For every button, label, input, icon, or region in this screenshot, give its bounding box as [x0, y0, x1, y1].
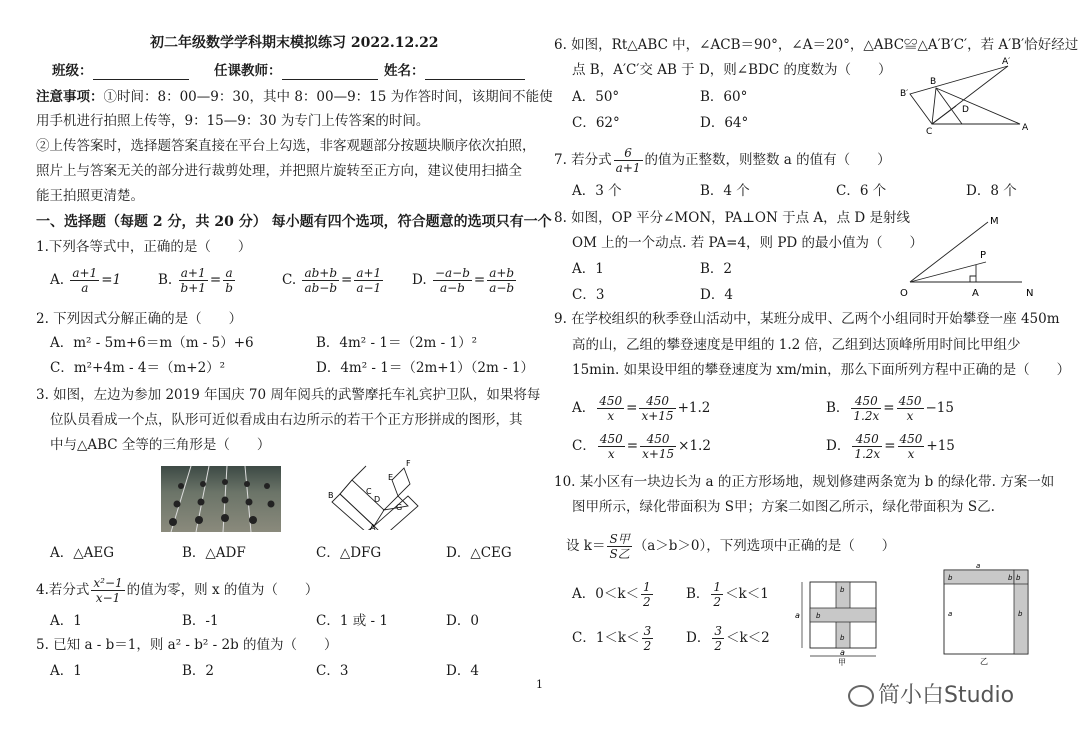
q5-stem: 5. 已知 a - b＝1，则 a² - b² - 2b 的值为（ ）	[36, 637, 338, 653]
svg-text:乙: 乙	[980, 657, 988, 666]
q7-option-a[interactable]: A．3 个	[572, 183, 622, 199]
q3-option-b[interactable]: B．△ADF	[182, 545, 246, 561]
notes-label: 注意事项：	[36, 89, 104, 105]
teacher-field	[214, 62, 378, 80]
q6-line-2: 点 B，A′C′交 AB 于 D，则∠BDC 的度数为（ ）	[572, 62, 892, 78]
section1-heading: 一、选择题（每题 2 分，共 20 分） 每小题有四个选项，符合题意的选项只有一个	[36, 214, 552, 230]
q9-option-d[interactable]: D． $\frac{450}{1.2x}$ = $\frac{450}{x}$ +15	[826, 432, 955, 461]
page-number: 1	[536, 678, 543, 691]
notes-line-4: 照片上与答案无关的部分进行裁剪处理，并把照片旋转至正方向，建议使用扫描全	[36, 163, 522, 179]
q10-figure-jia	[794, 574, 884, 666]
q10-option-d[interactable]: D． $\frac{3}{2}$ ＜k＜2	[686, 624, 770, 653]
q5-option-c[interactable]: C．3	[316, 663, 349, 679]
q1-stem: 1.下列各等式中，正确的是（ ）	[36, 239, 252, 255]
q7-fraction: $\frac{6}{a+1}$	[615, 146, 641, 175]
svg-text:G: G	[396, 503, 403, 512]
svg-text:A: A	[1022, 123, 1029, 133]
q8-line-1: 8. 如图，OP 平分∠MON，PA⊥ON 于点 A，点 D 是射线	[554, 210, 911, 226]
q6-option-b[interactable]: B．60°	[700, 89, 748, 105]
svg-text:P: P	[980, 250, 987, 261]
q2-option-b[interactable]: B．4m² - 1＝（2m - 1）²	[316, 335, 477, 351]
svg-text:F: F	[406, 459, 411, 468]
svg-text:b: b	[1018, 610, 1023, 618]
parade-photo	[161, 466, 281, 532]
q8-option-d[interactable]: D．4	[700, 287, 733, 303]
svg-text:b: b	[948, 574, 953, 582]
svg-text:a: a	[976, 562, 981, 570]
wechat-icon	[848, 685, 874, 707]
teacher-label: 任课教师：	[214, 63, 282, 79]
svg-text:A: A	[370, 523, 376, 530]
q6-line-1: 6. 如图，Rt△ABC 中，∠ACB＝90°，∠A＝20°，△ABC≌△A′B′C′，若 A′B′恰好经过	[554, 37, 1079, 53]
notes-line-5: 能王拍照更清楚。	[36, 188, 144, 204]
q9-line-3: 15min. 如果设甲组的攀登速度为 xm/min，那么下面所列方程中正确的是（ ）	[572, 362, 1071, 378]
q6-option-a[interactable]: A．50°	[572, 89, 620, 105]
q4-option-c[interactable]: C．1 或 - 1	[316, 613, 388, 629]
q2-option-d[interactable]: D．4m² - 1＝（2m+1）（2m - 1）	[316, 360, 535, 376]
q6-triangle-figure	[896, 54, 1036, 134]
svg-text:A′: A′	[1002, 57, 1011, 67]
q8-line-2: OM 上的一个动点. 若 PA=4，则 PD 的最小值为（ ）	[572, 235, 924, 251]
q1-option-d[interactable]: D. $\frac{-a-b}{a-b}$ = $\frac{a+b}{a-b}$	[412, 266, 515, 295]
q9-option-b[interactable]: B． $\frac{450}{1.2x}$ = $\frac{450}{x}$ −15	[826, 394, 954, 423]
notes-line-1	[36, 88, 553, 106]
svg-text:C: C	[926, 127, 933, 134]
q10-option-b[interactable]: B． $\frac{1}{2}$ ＜k＜1	[686, 580, 769, 609]
q10-line-2: 图甲所示，绿化带面积为 S甲；方案二如图乙所示，绿化带面积为 S乙.	[572, 499, 995, 515]
q1-a-fraction: $\frac{a+1}{a}$	[72, 266, 98, 295]
notes-line-2: 用手机进行拍照上传等，9：15—9：30 为专门上传答案的时间。	[36, 113, 430, 129]
svg-text:b: b	[1008, 574, 1013, 582]
svg-text:A: A	[972, 288, 979, 299]
q3-option-d[interactable]: D．△CEG	[446, 545, 512, 561]
svg-text:E: E	[388, 473, 394, 482]
q8-option-c[interactable]: C．3	[572, 287, 605, 303]
q7-option-b[interactable]: B．4 个	[700, 183, 750, 199]
q4-option-d[interactable]: D．0	[446, 613, 479, 629]
q4-option-a[interactable]: A．1	[50, 613, 82, 629]
q2-option-c[interactable]: C．m²+4m - 4＝（m+2）²	[50, 360, 226, 376]
q6-option-d[interactable]: D．64°	[700, 115, 749, 131]
q3-option-c[interactable]: C．△DFG	[316, 545, 382, 561]
q10-line-3: 设 k＝ $\frac{\text{S甲}}{\text{S乙}}$ （a＞b＞0），下列选项中正确的是（ ）	[566, 532, 896, 561]
notes-text-1: ①时间：8：00—9：30，其中 8：00—9：15 为作答时间，该期间不能使	[103, 89, 553, 105]
svg-text:D: D	[374, 495, 381, 504]
q4-stem: 4.若分式 $\frac{\text{x²−1}}{x-1}$ 的值为零，则 x 的值为（ ）	[36, 576, 319, 605]
svg-text:b: b	[840, 586, 845, 594]
q5-option-d[interactable]: D．4	[446, 663, 479, 679]
svg-text:B: B	[930, 77, 937, 87]
svg-text:C: C	[366, 487, 372, 496]
q8-angle-figure	[896, 210, 1046, 300]
q1-option-c[interactable]: C. $\frac{ab+b}{ab-b}$ = $\frac{a+1}{a-1}$	[282, 266, 382, 295]
svg-text:M: M	[990, 216, 999, 227]
q10-option-a[interactable]: A．0＜k＜ $\frac{1}{2}$	[572, 580, 651, 609]
q10-k-fraction: $\frac{\text{S甲}}{\text{S乙}}$	[609, 532, 630, 561]
svg-text:a: a	[840, 648, 845, 657]
q5-option-a[interactable]: A．1	[50, 663, 82, 679]
svg-text:O: O	[900, 288, 908, 299]
name-label: 姓名：	[384, 63, 425, 79]
q6-option-c[interactable]: C．62°	[572, 115, 620, 131]
class-field	[52, 62, 189, 80]
svg-text:B: B	[328, 491, 334, 500]
q5-option-b[interactable]: B．2	[182, 663, 215, 679]
q3-line-1: 3. 如图，左边为参加 2019 年国庆 70 周年阅兵的武警摩托车礼宾护卫队，如果将每	[36, 387, 541, 403]
q8-option-b[interactable]: B．2	[700, 261, 733, 277]
q7-option-c[interactable]: C．6 个	[836, 183, 887, 199]
q9-line-1: 9. 在学校组织的秋季登山活动中，某班分成甲、乙两个小组同时开始攀登一座 450m	[554, 311, 1060, 327]
notes-line-3: ②上传答案时，选择题答案直接在平台上勾选，非客观题部分按题块顺序依次拍照，	[36, 138, 536, 154]
q2-stem: 2. 下列因式分解正确的是（ ）	[36, 311, 243, 327]
page-title: 初二年级数学学科期末模拟练习 2022.12.22	[150, 35, 439, 51]
watermark-text: 简小白Studio	[878, 683, 1015, 708]
q4-fraction: $\frac{\text{x²−1}}{x-1}$	[93, 576, 123, 605]
q2-option-a[interactable]: A．m² - 5m+6＝m（m - 5）+6	[50, 335, 254, 351]
svg-text:B′: B′	[900, 89, 909, 99]
watermark	[848, 678, 1014, 709]
svg-text:N: N	[1026, 288, 1034, 299]
q10-line-1: 10. 某小区有一块边长为 a 的正方形场地，规划修建两条宽为 b 的绿化带. 方案一如	[554, 474, 1055, 490]
q1-option-b[interactable]: B. $\frac{a+1}{b+1}$ = $\frac{a}{b}$	[158, 266, 233, 295]
q8-option-a[interactable]: A．1	[572, 261, 604, 277]
q10-figure-yi	[934, 560, 1034, 666]
name-field	[384, 62, 525, 80]
svg-text:b: b	[840, 634, 845, 642]
q3-line-2: 位队员看成一个点，队形可近似看成由右边所示的若干个正方形拼成的图形，其	[50, 412, 523, 428]
q3-line-3: 中与△ABC 全等的三角形是（ ）	[50, 437, 271, 453]
q9-line-2: 高的山，乙组的攀登速度是甲组的 1.2 倍，乙组到达顶峰所用时间比甲组少	[572, 337, 1021, 353]
class-label: 班级：	[52, 63, 93, 79]
q1-option-a[interactable]: A. $\frac{a+1}{a}$ =1	[50, 266, 122, 295]
q10-option-c[interactable]: C．1＜k＜ $\frac{3}{2}$	[572, 624, 652, 653]
q9-option-c[interactable]: C． $\frac{450}{x}$ = $\frac{450}{x+15}$ ×1.2	[572, 432, 711, 461]
q4-option-b[interactable]: B．-1	[182, 613, 219, 629]
svg-text:甲: 甲	[838, 658, 846, 666]
teacher-blank[interactable]	[282, 65, 378, 80]
svg-text:b: b	[1016, 574, 1021, 582]
name-blank[interactable]	[425, 65, 525, 80]
svg-text:a: a	[795, 611, 800, 620]
class-blank[interactable]	[93, 65, 189, 80]
svg-text:b: b	[816, 612, 821, 620]
svg-text:a: a	[948, 610, 953, 618]
q7-stem: 7. 若分式 $\frac{6}{a+1}$ 的值为正整数，则整数 a 的值有（ ）	[554, 146, 891, 175]
svg-text:D: D	[962, 105, 969, 115]
q7-option-d[interactable]: D．8 个	[966, 183, 1017, 199]
q3-square-figure	[326, 458, 426, 530]
q9-option-a[interactable]: A． $\frac{450}{x}$ = $\frac{450}{x+15}$ +1.2	[572, 394, 711, 423]
q3-option-a[interactable]: A．△AEG	[50, 545, 115, 561]
